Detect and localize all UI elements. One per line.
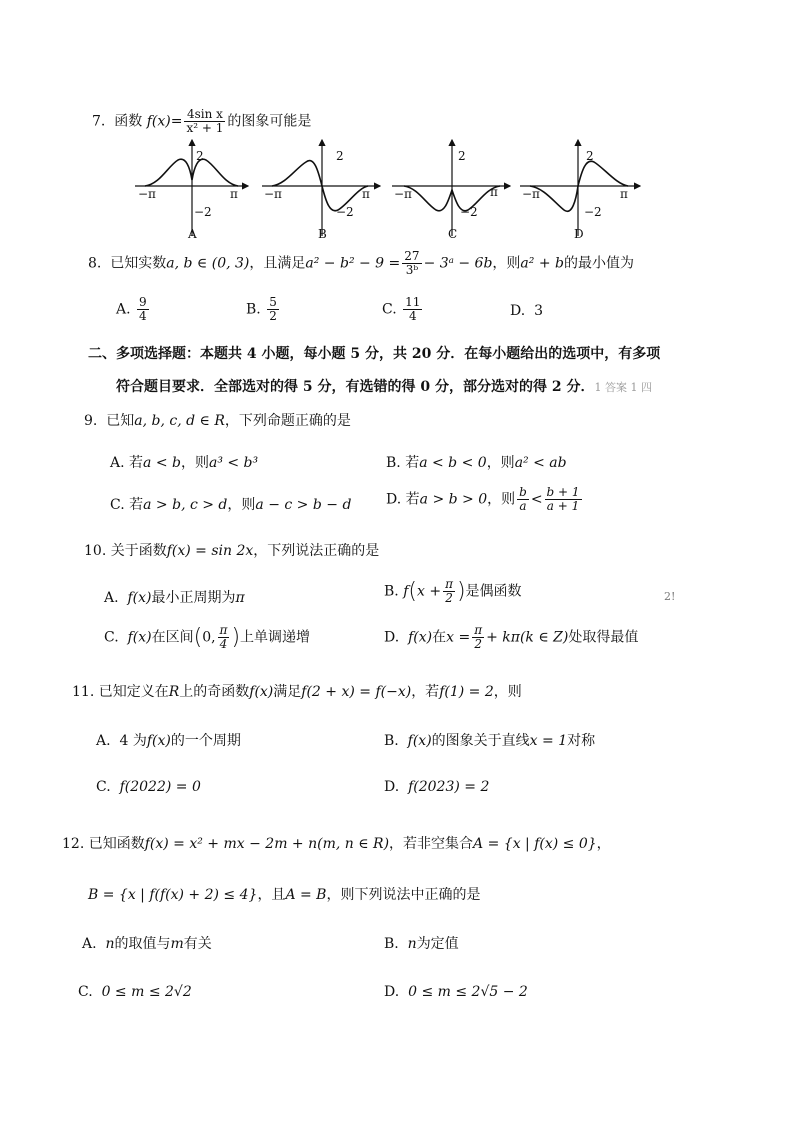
graph-c-label: C (448, 227, 458, 241)
q12-option-b: B. n为定值 (384, 936, 459, 952)
q10-option-c: C. f(x)在区间(0, $\frac{\pi}{4}$ )上单调递增 (104, 623, 311, 651)
graph-c (392, 140, 510, 241)
graph-c-left-tick: −π (394, 187, 412, 201)
q10-stem: 10. 关于函数f(x) = sin 2x，下列说法正确的是 (84, 543, 380, 559)
q12-option-a: A. n的取值与m有关 (82, 936, 212, 952)
graph-d-top-tick: 2 (586, 149, 594, 163)
q9-stem: 9. 已知a, b, c, d ∈ R，下列命题正确的是 (84, 413, 351, 429)
q11-stem: 11. 已知定义在R上的奇函数f(x)满足f(2 + x) = f(−x)，若f(1) = 2，则 (72, 684, 522, 700)
graph-a-bottom-tick: −2 (194, 205, 212, 219)
q8-option-b: B. $\frac{5}{2}$ (246, 295, 277, 323)
section-2-line-2: 符合题目要求．全部选对的得 5 分，有选错的得 0 分，部分选对的得 2 分．1 答案 1 四 (116, 379, 652, 395)
graph-c-right-tick: π (490, 185, 498, 199)
graph-a-left-tick: −π (138, 187, 156, 201)
graph-a-right-tick: π (230, 187, 238, 201)
graph-d (520, 140, 640, 241)
section-2-line-1: 二、多项选择题：本题共 4 小题，每小题 5 分，共 20 分．在每小题给出的选项中，有多项 (88, 346, 661, 362)
q12-option-c: C. 0 ≤ m ≤ 2√2 (78, 984, 192, 1000)
graph-b-label: B (318, 227, 327, 241)
q12-stem-line-1: 12. 已知函数f(x) = x² + mx − 2m + n(m, n ∈ R)，若非空集合A = {x | f(x) ≤ 0}， (62, 836, 611, 852)
q10-option-a: A. f(x)最小正周期为π (104, 590, 245, 606)
q9-option-c: C. 若a > b, c > d，则a − c > b − d (110, 497, 352, 513)
graph-d-right-tick: π (620, 187, 628, 201)
q9-option-b: B. 若a < b < 0，则a² < ab (386, 455, 567, 471)
graph-d-bottom-tick: −2 (584, 205, 602, 219)
q9-option-d: D. 若a > b > 0，则 $\frac{b}{a}$ < $\frac{b + 1}{a + 1}$ (386, 485, 580, 513)
graph-a (135, 140, 248, 241)
q8-option-a: A. $\frac{9}{4}$ (116, 295, 147, 323)
q11-option-c: C. f(2022) = 0 (96, 779, 201, 795)
q10-option-d: D. f(x)在x = $\frac{\pi}{2}$ + kπ(k ∈ Z)处取得最值 (384, 623, 639, 651)
graph-b (262, 140, 380, 241)
graph-b-left-tick: −π (264, 187, 282, 201)
q12-option-d: D. 0 ≤ m ≤ 2√5 − 2 (384, 984, 528, 1000)
q11-option-d: D. f(2023) = 2 (384, 779, 490, 795)
graph-a-top-tick: 2 (196, 149, 204, 163)
graph-b-bottom-tick: −2 (336, 205, 354, 219)
q7-stem: 7. 函数 f(x)= $\frac{\text{4sin x}}{\text{x² + 1}}$ 的图象可能是 (92, 107, 312, 135)
q8-option-d: D. 3 (510, 303, 544, 319)
q8-stem: 8. 已知实数a, b ∈ (0, 3)，且满足a² − b² − 9 = $\frac{27}{\text{3ᵇ}}$ − 3ᵃ − 6b，则a² + b的最小值为 (88, 249, 634, 277)
graph-d-label: D (574, 227, 584, 241)
graph-a-label: A (188, 227, 197, 241)
graph-c-bottom-tick: −2 (460, 205, 478, 219)
graph-b-right-tick: π (362, 187, 370, 201)
graph-c-top-tick: 2 (458, 149, 466, 163)
q11-option-a: A. 4 为f(x)的一个周期 (96, 733, 241, 749)
graph-b-top-tick: 2 (336, 149, 344, 163)
q10-noise: 2! (664, 590, 676, 603)
graph-d-left-tick: −π (522, 187, 540, 201)
q12-stem-line-2: B = {x | f(f(x) + 2) ≤ 4}，且A = B，则下列说法中正确的是 (88, 887, 481, 903)
q9-option-a: A. 若a < b，则a³ < b³ (110, 455, 259, 471)
q7-graphs (130, 138, 645, 250)
q8-option-c: C. $\frac{11}{4}$ (382, 295, 421, 323)
q11-option-b: B. f(x)的图象关于直线x = 1对称 (384, 733, 596, 749)
q10-option-b: B. f(x + $\frac{\pi}{2}$ )是偶函数 (384, 577, 522, 605)
